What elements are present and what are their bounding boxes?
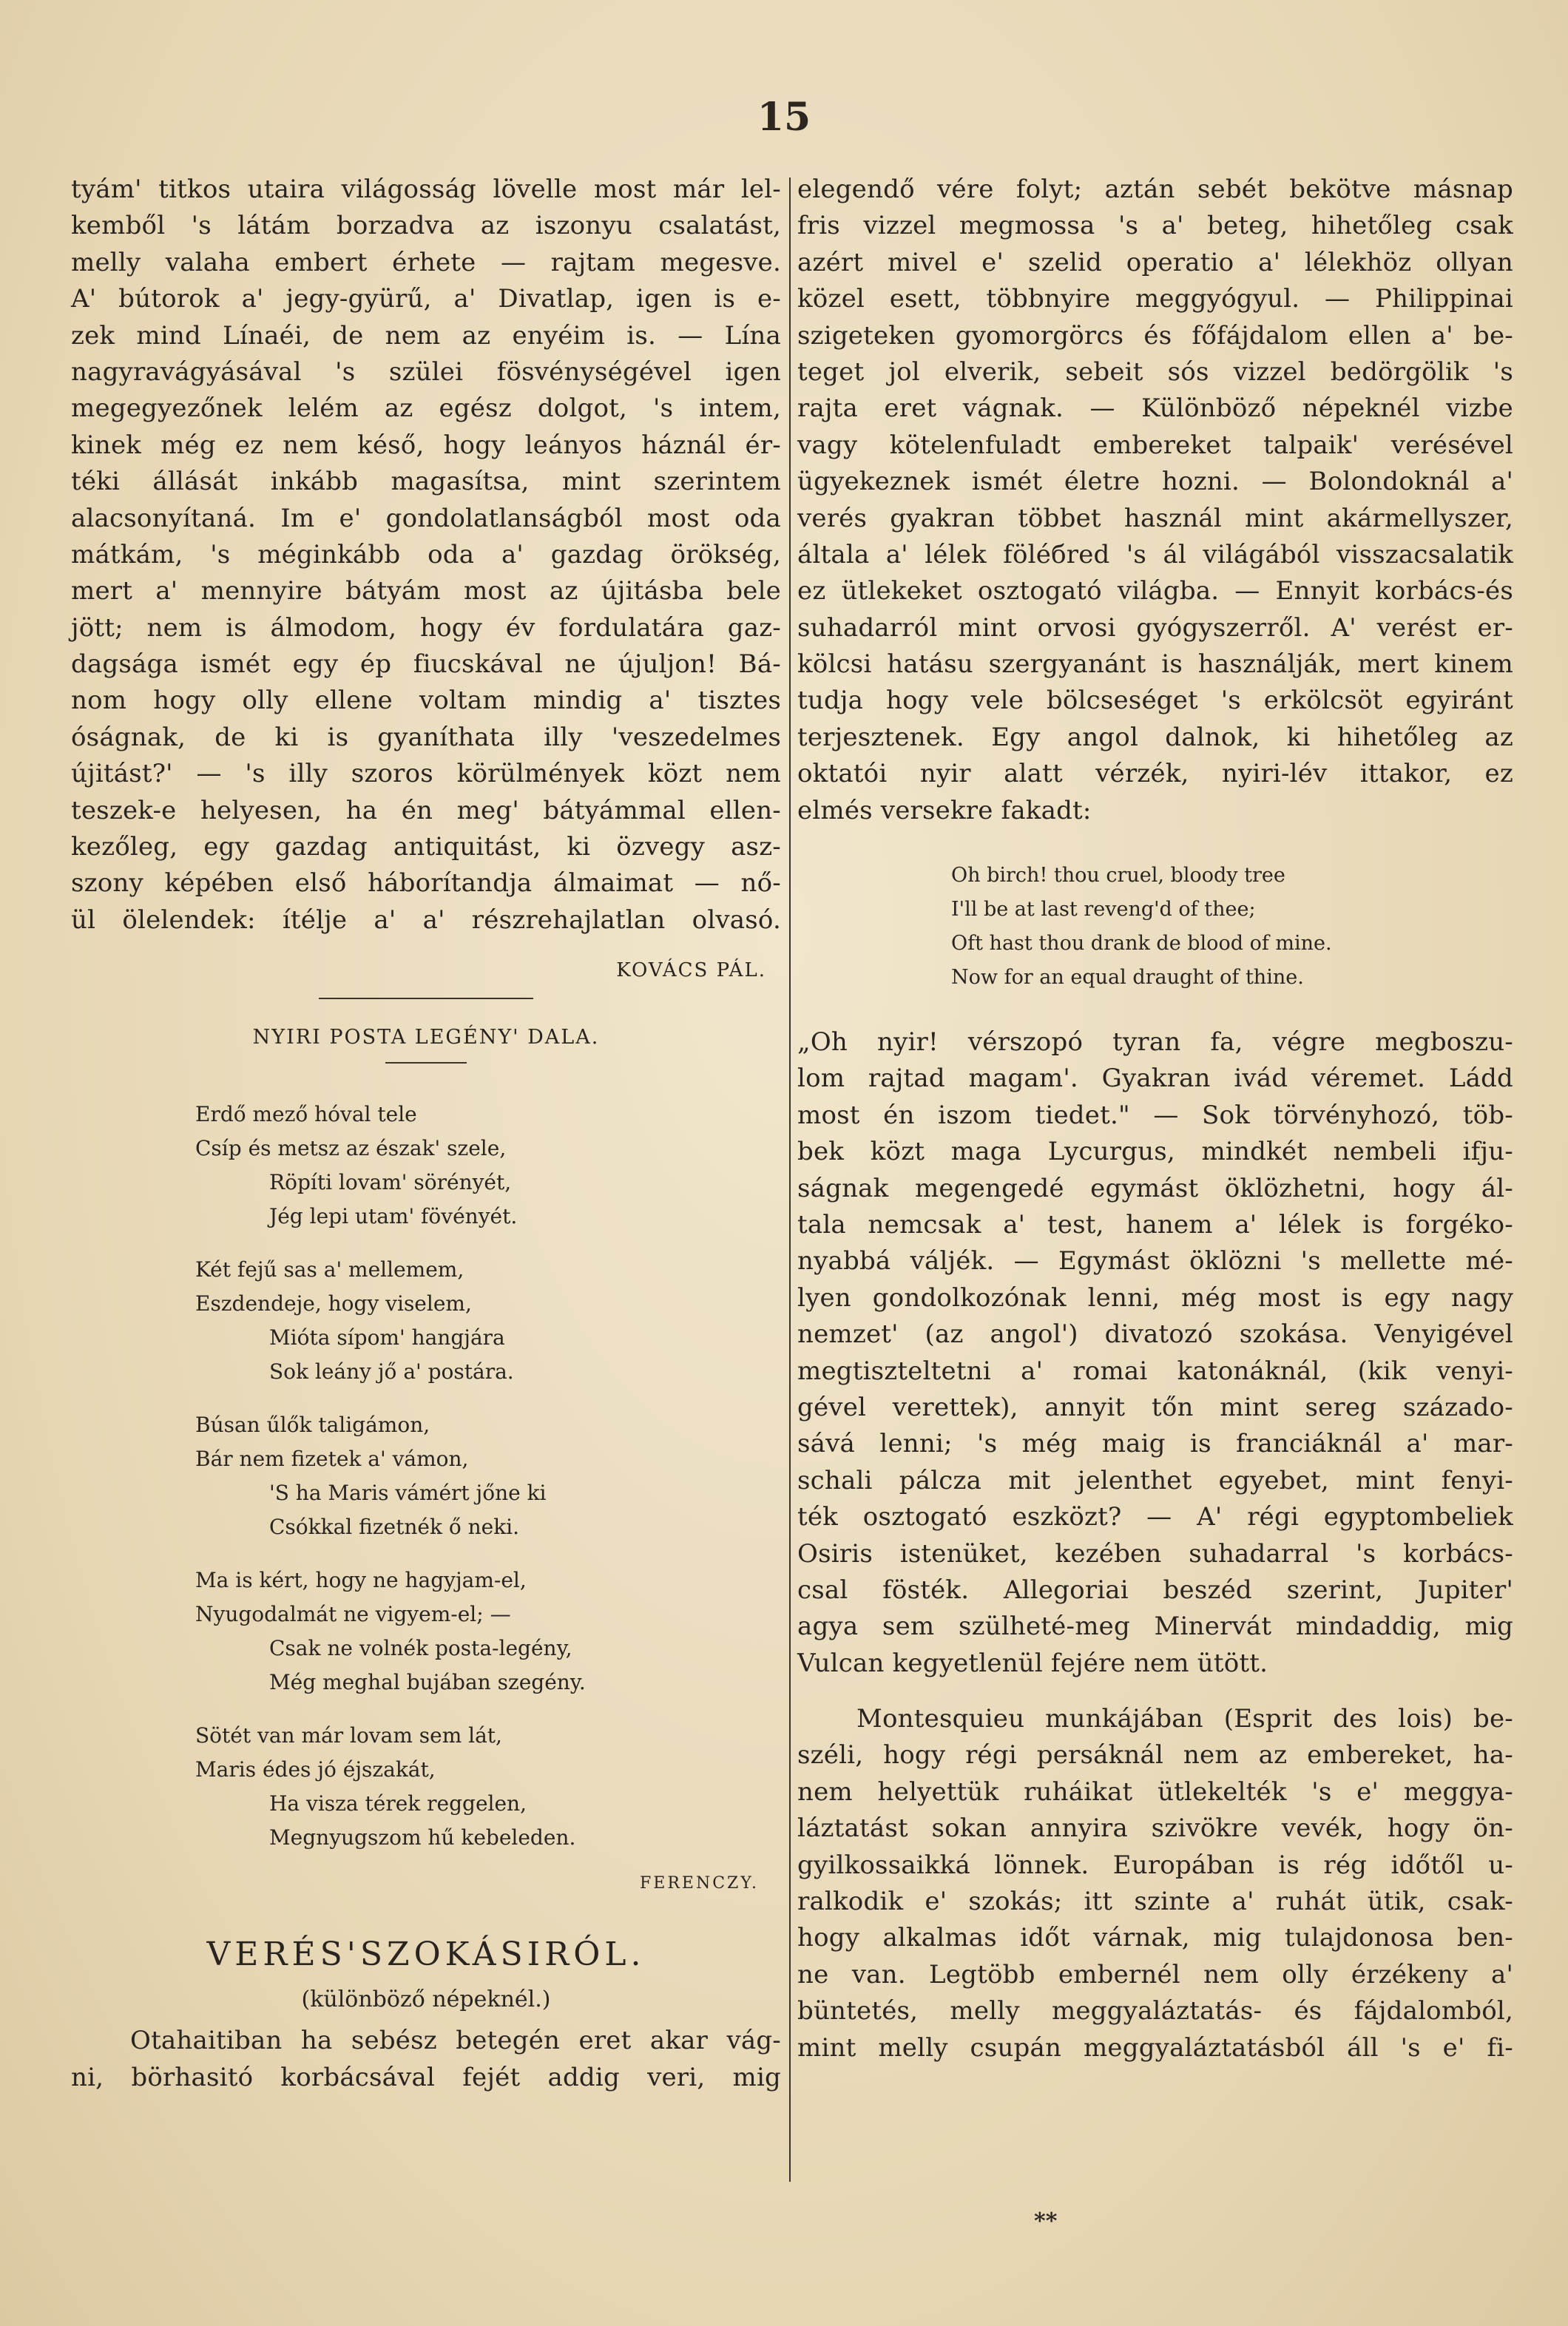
text-line: fris vizzel megmossa 's a' beteg, hihetőleg csak [797,211,1513,241]
text-line: mert a' mennyire bátyám most az újitásba bele [71,576,781,606]
poem-line: Sötét van már lovam sem lát, [195,1723,502,1748]
text-line: közel esett, többnyire meggyógyul. — Philippinai [797,284,1513,314]
poem-line: Maris édes jó éjszakát, [195,1757,436,1782]
text-line: teszek-e helyesen, ha én meg' bátyámmal ellen- [71,795,781,825]
poem-line: Sok leány jő a' postára. [269,1359,514,1385]
text-line: ül ölelendek: ítélje a' a' részrehajlatlan olvasó. [71,905,781,935]
text-line: megtiszteltetni a' romai katonáknál, (kik venyi- [797,1356,1513,1386]
text-line: Vulcan kegyetlenül fejére nem ütött. [797,1648,1268,1678]
text-line: alacsonyítaná. Im e' gondolatlanságból most oda [71,503,781,533]
text-line: oktatói nyir alatt vérzék, nyiri-lév ittakor, ez [797,759,1513,789]
text-line: nagyravágyásával 's szülei fösvénységével igen [71,356,781,387]
poem-stanza [195,1563,781,1700]
poem-stanza [195,1719,781,1855]
text-line: ez ütlekeket osztogató világba. — Ennyit korbács-és [797,576,1513,606]
text-line: elmés versekre fakadt: [797,795,1092,825]
text-line: sává lenni; 's még maig is franciáknál a' mar- [797,1429,1513,1459]
text-line: széli, hogy régi persáknál nem az embereket, ha- [797,1740,1513,1771]
text-line: azért mivel e' szelid operatio a' lélekhöz ollyan [797,247,1513,277]
text-line: kemből 's látám borzadva az iszonyu csalatást, [71,211,781,241]
text-line: gyilkossaikká lönnek. Europában is rég időtől u- [797,1850,1513,1880]
poem-stanza [195,1253,781,1389]
text-line: nom hogy olly ellene voltam mindig a' tisztes [71,686,781,716]
right-body-text-a [797,172,1513,829]
text-line: szigeteken gyomorgörcs és főfájdalom ellen a' be- [797,320,1513,351]
text-line: tala nemcsak a' test, hanem a' lélek is forgéko- [797,1209,1513,1240]
poem-line: Megnyugszom hű kebeleden. [269,1825,576,1850]
text-line: verés gyakran többet használ mint akármellyszer, [797,503,1513,533]
text-line: agya sem szülheté-meg Minervát mindaddig, mig [797,1612,1513,1642]
text-line: bek közt maga Lycurgus, mindkét nembeli ifju- [797,1137,1513,1167]
text-line: általa a' lélek föléбred 's ál világából visszacsalatik [797,539,1513,569]
poem-stanza [195,1098,781,1234]
text-line: terjesztenek. Egy angol dalnok, ki hihetőleg az [797,722,1513,752]
text-line: Osiris istenüket, kezében suhadarral 's korbács- [797,1538,1513,1569]
poem-line: Ma is kért, hogy ne hagyjam-el, [195,1568,527,1593]
text-line: mátkám, 's méginkább oda a' gazdag örökség, [71,539,781,569]
poem-title: NYIRI POSTA LEGÉNY' DALA. [252,1026,600,1049]
poem-line: Bár nem fizetek a' vámon, [195,1447,469,1472]
text-line: kezőleg, egy gazdag antiquitást, ki özvegy asz- [71,832,781,862]
text-line: lom rajtad magam'. Gyakran ivád véremet. Ládd [797,1064,1513,1094]
text-line: nemzet' (az angol') divatozó szokása. Venyigével [797,1319,1513,1350]
quote-line: Oh birch! thou cruel, bloody tree [951,864,1285,888]
title-rule [385,1062,467,1064]
quote-line: Oft hast thou drank de blood of mine. [951,932,1332,956]
section-body-text [71,2023,781,2096]
poem-line: Csíp és metsz az észak' szele, [195,1136,507,1161]
separator-rule [319,998,533,999]
poem-line: Még meghal bujában szegény. [269,1670,586,1695]
text-line: zek mind Línaéi, de nem az enyéim is. — Lína [71,320,781,351]
text-line: elegendő vére folyt; aztán sebét bekötve másnap [797,175,1513,204]
text-line: dagsága ismét egy ép fiucskával ne újuljon! Bá- [71,649,781,680]
poem-line: Eszdendeje, hogy viselem, [195,1291,472,1316]
text-line: A' bútorok a' jegy-gyürű, a' Divatlap, igen is e- [71,284,781,314]
text-line: hogy alkalmas időt várnak, mig tulajdonosa ben- [797,1923,1513,1953]
signature-mark: ** [1034,2208,1058,2234]
right-body-text-c [797,1701,1513,2066]
text-line: újitást?' — 's illy szoros körülmények közt nem [71,759,781,789]
text-line: lyen gondolkozónak lenni, még most is egy nagy [797,1282,1513,1313]
poem-signature: FERENCZY. [640,1874,759,1893]
text-line: megegyezőnek lelém az egész dolgot, 's intem, [71,393,781,424]
text-line: mint melly csupán meggyaláztatásból áll 's e' fi- [797,2032,1513,2063]
text-line: tyám' titkos utaira világosság lövelle most már lel- [71,175,781,204]
text-line: ték osztogató eszközt? — A' régi egyptombeliek [797,1502,1513,1532]
text-line: teget jol elverik, sebeit sós vizzel bedörgölik 's [797,356,1513,387]
right-column [797,172,1513,2066]
text-line: nem helyettük ruháikat ütlekelték 's e' meggya- [797,1776,1513,1807]
text-line: csal fösték. Allegoriai beszéd szerint, Jupiter' [797,1575,1513,1605]
poem-line: Röpíti lovam' sörényét, [269,1170,512,1195]
text-line: kinek még ez nem késő, hogy leányos háznál ér- [71,430,781,460]
text-line: schali pálcza mit jelenthet egyebet, mint fenyi- [797,1465,1513,1495]
text-line: ralkodik e' szokás; itt szinte a' ruhát ütik, csak- [797,1887,1513,1917]
poem-line: Csókkal fizetnék ő neki. [269,1515,520,1540]
text-line: Otahaitiban ha sebész betegén eret akar vág- [130,2026,781,2056]
poem-line: Mióta sípom' hangjára [269,1325,505,1350]
column-divider [789,178,791,2182]
text-line: gével verettek), annyit tőn mint sereg százado- [797,1392,1513,1422]
poem-line: Nyugodalmát ne vigyem-el; — [195,1602,511,1627]
text-line: láztatást sokan annyira szivökre vevék, hogy ön- [797,1813,1513,1844]
text-line: tudja hogy vele bölcseséget 's erkölcsöt egyiránt [797,686,1513,716]
poem-line: 'S ha Maris vámért jőne ki [269,1481,547,1506]
text-line: nyabbá váljék. — Egymást öklözni 's mellette mé- [797,1246,1513,1277]
quote-line: I'll be at last reveng'd of thee; [951,898,1256,922]
text-line: suhadarról mint orvosi gyógyszerről. A' verést er- [797,612,1513,643]
poem [71,1098,781,1855]
text-line: téki állását inkább magasítsa, mint szerintem [71,467,781,497]
poem-line: Búsan űlők taligámon, [195,1413,430,1438]
section-title: VERÉS'SZOKÁSIRÓL. [206,1935,646,1974]
left-body-text [71,172,781,939]
text-line: Montesquieu munkájában (Esprit des lois) be- [856,1704,1513,1734]
text-line: vagy kötelenfuladt embereket talpaik' verésével [797,430,1513,460]
page-number: 15 [757,95,811,140]
quote-line: Now for an equal draught of thine. [951,966,1304,990]
text-line: óságnak, de ki is gyaníthata illy 'veszedelmes [71,722,781,752]
text-line: melly valaha embert érhete — rajtam megesve. [71,247,781,277]
author-signature: KOVÁCS PÁL. [616,959,766,982]
text-line: ságnak megengedé egymást öklözhetni, hogy ál- [797,1173,1513,1203]
text-line: ne van. Legtöbb embernél nem olly érzékeny a' [797,1959,1513,1989]
poem-line: Csak ne volnék posta-legény, [269,1636,572,1661]
text-line: most én iszom tiedet." — Sok törvényhozó, töb- [797,1100,1513,1130]
right-body-text-b [797,1024,1513,1682]
poem-line: Ha visza térek reggelen, [269,1791,527,1816]
text-line: büntetés, melly meggyaláztatás- és fájdalomból, [797,1996,1513,2026]
poem-line: Erdő mező hóval tele [195,1102,417,1127]
text-line: szony képében első háborítandja álmaimat — nő- [71,868,781,899]
text-line: kölcsi hatásu szergyanánt is használják, mert kinem [797,649,1513,680]
section-subtitle: (különböző népeknél.) [301,1987,551,2013]
text-line: ügyekeznek ismét életre hozni. — Bolondoknál a' [797,467,1513,497]
text-line: rajta eret vágnak. — Különböző népeknél vizbe [797,393,1513,424]
left-column [71,172,781,2096]
text-line: jött; nem is álmodom, hogy év fordulatára gaz- [71,612,781,643]
poem-stanza [195,1408,781,1544]
english-quote [797,859,1513,995]
poem-line: Jég lepi utam' fövényét. [269,1204,518,1229]
text-line: ni, börhasitó korbácsával fejét addig veri, mig [71,2062,781,2092]
poem-line: Két fejű sas a' mellemem, [195,1257,464,1282]
text-line: „Oh nyir! vérszopó tyran fa, végre megboszu- [797,1027,1513,1058]
